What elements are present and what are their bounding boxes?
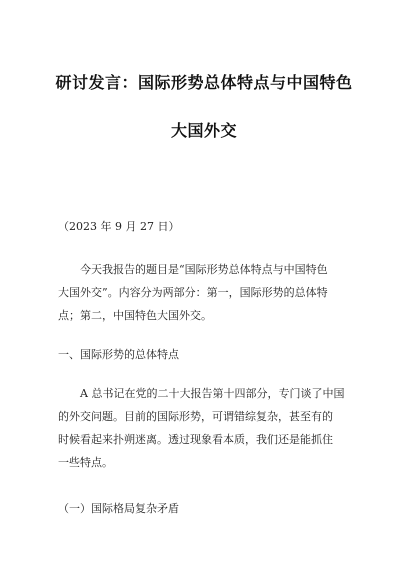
speech-date: （2023 年 9 月 27 日） [58,220,180,233]
section-line: A 总书记在党的二十大报告第十四部分，专门谈了中国 [80,387,345,400]
intro-line: 今天我报告的题目是“国际形势总体特点与中国特色 [80,263,328,276]
section-paragraph [58,382,354,474]
intro-paragraph [58,258,354,327]
subsection-heading: （一）国际格局复杂矛盾 [58,502,179,515]
section-line: 的外交问题。目前的国际形势，可谓错综复杂，甚至有的 [58,410,333,423]
intro-line: 大国外交”。内容分为两部分：第一，国际形势的总体特 [58,286,328,299]
intro-line: 点；第二，中国特色大国外交。 [58,309,212,322]
section-line: 时候看起来扑朔迷离。透过现象看本质，我们还是能抓住 [58,433,333,446]
document-title-line-1: 研讨发言：国际形势总体特点与中国特色 [55,73,353,92]
section-line: 一些特点。 [58,456,113,469]
section-heading: 一、国际形势的总体特点 [58,348,179,361]
document-title-line-2: 大国外交 [170,121,237,140]
